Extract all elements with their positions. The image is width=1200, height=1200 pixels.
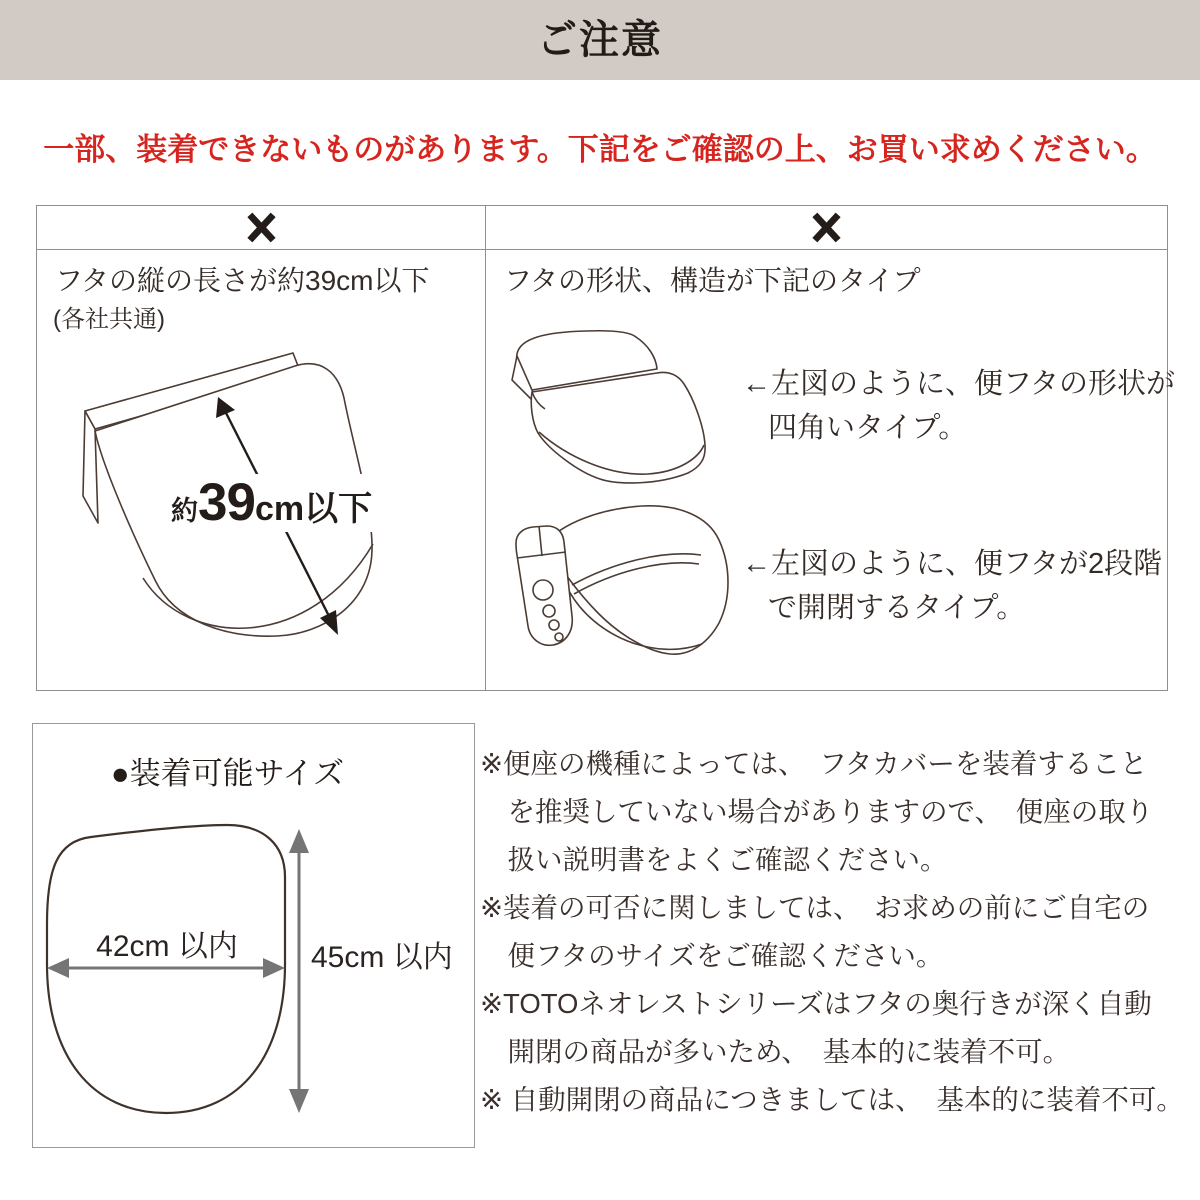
note-line: 開閉の商品が多いため、 基本的に装着不可。 xyxy=(507,1036,1071,1067)
note-line: ※装着の可否に関しましては、 お求めの前にご自宅の xyxy=(480,892,1150,923)
square-lid-caption xyxy=(742,362,1175,450)
caption-line: ←左図のように、便フタが2段階 xyxy=(742,548,1163,580)
table-header-length xyxy=(37,206,486,250)
caption-line: ←左図のように、便フタの形状が xyxy=(742,368,1175,400)
dimension-label xyxy=(165,474,378,532)
page-title: ご注意 xyxy=(537,18,663,62)
note-line: ※ 自動開閉の商品につきましては、 基本的に装着不可。 xyxy=(480,1084,1184,1115)
two-stage-lid-caption xyxy=(742,542,1162,630)
note-line: を推奨していない場合がありますので、 便座の取り xyxy=(507,796,1154,827)
dimension-value: 39 xyxy=(198,473,255,532)
caution-notice: 一部、装着できないものがあります。下記をご確認の上、お買い求めください。 xyxy=(43,132,1157,167)
incompatibility-table xyxy=(36,205,1175,691)
caption-line: 四角いタイプ。 xyxy=(768,412,968,444)
lid-length-title: フタの縦の長さが約39cm以下 xyxy=(55,265,430,296)
note-line: ※便座の機種によっては、 フタカバーを装着すること xyxy=(480,748,1148,779)
compatible-size-box xyxy=(32,723,475,1148)
two-stage-lid-diagram xyxy=(502,498,746,660)
notes-list xyxy=(480,740,1186,1124)
lid-length-subtitle: (各社共通) xyxy=(53,306,165,333)
caption-line: で開閉するタイプ。 xyxy=(768,592,1026,624)
x-mark-icon xyxy=(245,211,278,244)
lid-shape-title: フタの形状、構造が下記のタイプ xyxy=(504,265,921,296)
square-lid-diagram xyxy=(508,326,738,498)
table-cell-lid-length xyxy=(37,250,486,690)
table-cell-lid-shape xyxy=(486,250,1175,690)
table-header-shape xyxy=(486,206,1167,250)
note-line: ※TOTOネオレストシリーズはフタの奥行きが深く自動 xyxy=(480,988,1152,1019)
height-arrow xyxy=(289,829,309,1113)
size-box-heading: ●装着可能サイズ xyxy=(110,756,345,791)
height-dimension-label: 45cm 以内 xyxy=(311,941,453,974)
width-dimension-label: 42cm 以内 xyxy=(96,930,238,963)
dimension-prefix: 約 xyxy=(171,496,198,526)
x-mark-icon xyxy=(810,211,843,244)
note-line: 扱い説明書をよくご確認ください。 xyxy=(507,844,948,875)
header-banner xyxy=(0,0,1200,80)
note-line: 便フタのサイズをご確認ください。 xyxy=(507,940,944,971)
dimension-suffix: cm以下 xyxy=(254,490,373,528)
